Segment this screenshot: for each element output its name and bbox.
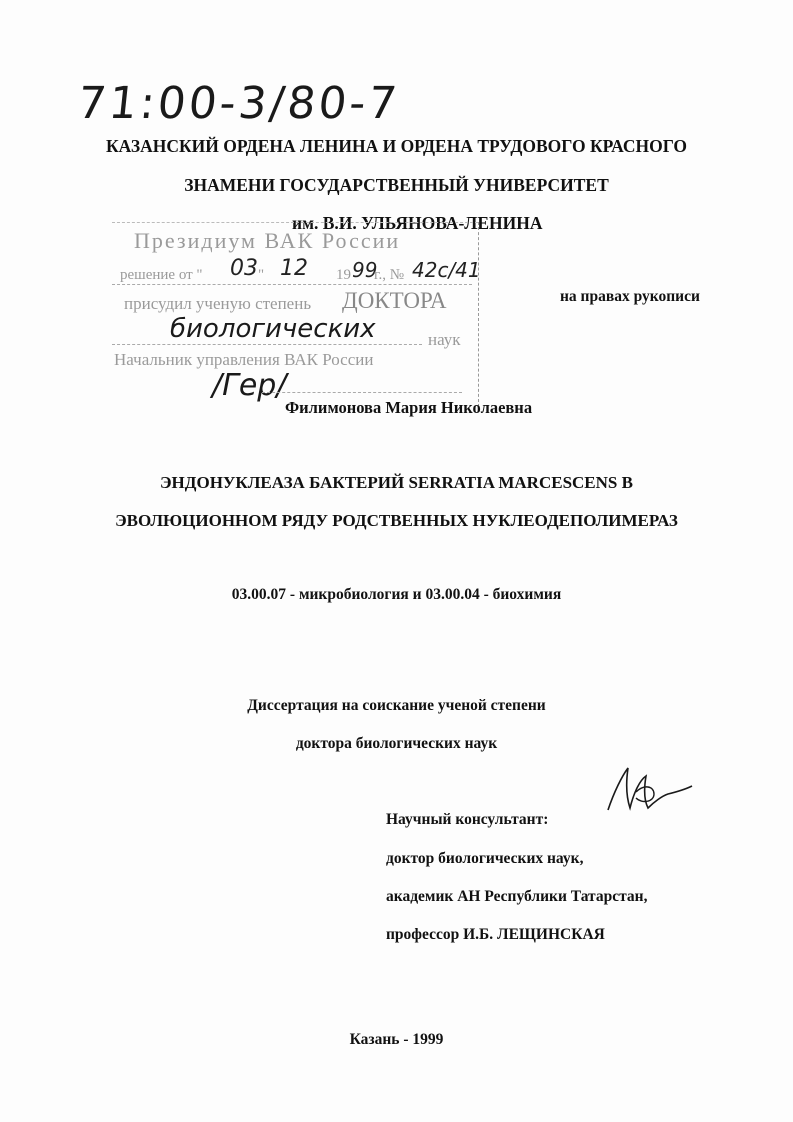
- manuscript-note: на правах рукописи: [560, 288, 700, 305]
- stamp-number-label: г., №: [374, 267, 405, 283]
- university-line-3: им. В.И. УЛЬЯНОВА-ЛЕНИНА: [292, 213, 543, 233]
- stamp-month: 12: [280, 256, 308, 281]
- consultant-line-1: доктор биологических наук,: [386, 850, 584, 867]
- title-line-1: ЭНДОНУКЛЕАЗА БАКТЕРИЙ SERRATIA MARCESCENS В: [160, 473, 633, 492]
- stamp-decision-prefix: решение от ": [120, 267, 203, 283]
- specialties: 03.00.07 - микробиология и 03.00.04 - биохимия: [231, 586, 562, 603]
- university-line-2: ЗНАМЕНИ ГОСУДАРСТВЕННЫЙ УНИВЕРСИТЕТ: [184, 175, 609, 195]
- stamp-signature: /Гер/: [212, 368, 287, 403]
- consultant-line-2: академик АН Республики Татарстан,: [386, 888, 648, 905]
- stamp-quote: ": [258, 267, 265, 283]
- dissertation-line-2: доктора биологических наук: [295, 735, 498, 752]
- dissertation-line-1: Диссертация на соискание ученой степени: [247, 697, 546, 714]
- stamp-header: Президиум ВАК России: [134, 228, 401, 253]
- consultant-signature: [596, 762, 696, 822]
- consultant-label: Научный консультант:: [386, 811, 549, 828]
- archive-code: 71:00-3/80-7: [75, 78, 403, 129]
- stamp-number: 42с/41: [412, 258, 481, 282]
- stamp-year: 99: [352, 258, 378, 282]
- stamp-day: 03: [230, 256, 258, 281]
- stamp-field-suffix: наук: [428, 330, 461, 349]
- university-line-1: КАЗАНСКИЙ ОРДЕНА ЛЕНИНА И ОРДЕНА ТРУДОВОГО КРАСНОГО: [105, 136, 688, 156]
- author-name: Филимонова Мария Николаевна: [285, 398, 533, 417]
- consultant-line-3: профессор И.Б. ЛЕЩИНСКАЯ: [386, 926, 605, 943]
- vak-stamp: [112, 222, 482, 412]
- place-year: Казань - 1999: [349, 1031, 444, 1048]
- stamp-degree: ДОКТОРА: [342, 288, 447, 313]
- stamp-award-text: присудил ученую степень: [124, 294, 312, 313]
- title-line-2: ЭВОЛЮЦИОННОМ РЯДУ РОДСТВЕННЫХ НУКЛЕОДЕПОЛИМЕРАЗ: [115, 511, 678, 530]
- stamp-footer: Начальник управления ВАК России: [114, 350, 374, 369]
- stamp-field-handwritten: биологических: [170, 314, 376, 344]
- stamp-year-prefix: 19: [336, 267, 351, 283]
